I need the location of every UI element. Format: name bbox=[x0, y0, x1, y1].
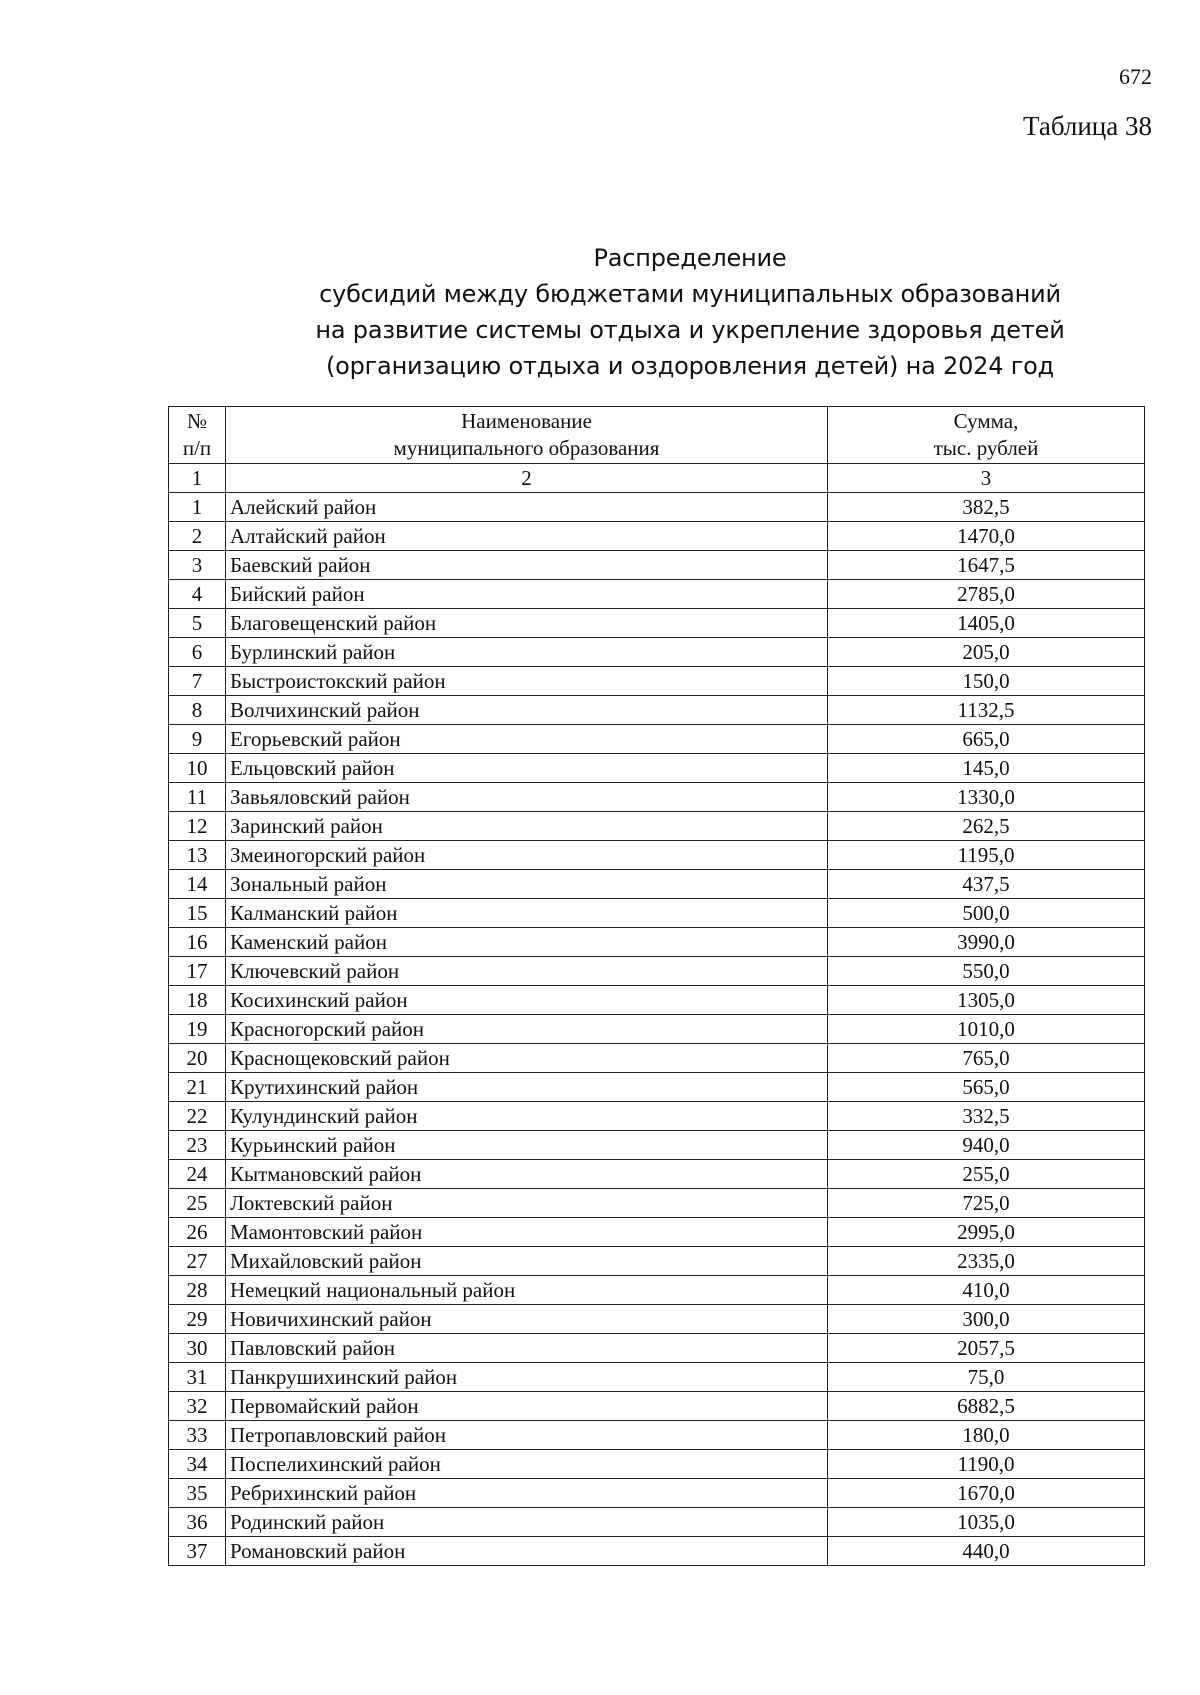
municipality-name-cell: Баевский район bbox=[226, 551, 828, 580]
amount-cell: 382,5 bbox=[828, 493, 1145, 522]
document-title bbox=[160, 240, 1200, 384]
table-body bbox=[169, 407, 1145, 1566]
amount-cell: 440,0 bbox=[828, 1537, 1145, 1566]
municipality-name-cell: Кулундинский район bbox=[226, 1102, 828, 1131]
municipality-name-cell: Новичихинский район bbox=[226, 1305, 828, 1334]
table-row bbox=[169, 1479, 1145, 1508]
table-row bbox=[169, 1015, 1145, 1044]
page-number: 672 bbox=[1119, 64, 1152, 89]
table-row bbox=[169, 696, 1145, 725]
table-header-row bbox=[169, 407, 1145, 464]
amount-cell: 1670,0 bbox=[828, 1479, 1145, 1508]
municipality-name-cell: Панкрушихинский район bbox=[226, 1363, 828, 1392]
column-index-cell: 2 bbox=[226, 464, 828, 493]
row-number-cell: 37 bbox=[169, 1537, 226, 1566]
municipality-name-cell: Немецкий национальный район bbox=[226, 1276, 828, 1305]
municipality-name-cell: Егорьевский район bbox=[226, 725, 828, 754]
amount-cell: 1195,0 bbox=[828, 841, 1145, 870]
amount-cell: 2335,0 bbox=[828, 1247, 1145, 1276]
amount-cell: 1035,0 bbox=[828, 1508, 1145, 1537]
row-number-cell: 25 bbox=[169, 1189, 226, 1218]
amount-cell: 205,0 bbox=[828, 638, 1145, 667]
municipality-name-cell: Завьяловский район bbox=[226, 783, 828, 812]
amount-cell: 1132,5 bbox=[828, 696, 1145, 725]
amount-cell: 1470,0 bbox=[828, 522, 1145, 551]
row-number-cell: 26 bbox=[169, 1218, 226, 1247]
municipality-name-cell: Калманский район bbox=[226, 899, 828, 928]
municipality-name-cell: Павловский район bbox=[226, 1334, 828, 1363]
table-row bbox=[169, 1131, 1145, 1160]
amount-cell: 180,0 bbox=[828, 1421, 1145, 1450]
amount-cell: 300,0 bbox=[828, 1305, 1145, 1334]
amount-cell: 437,5 bbox=[828, 870, 1145, 899]
row-number-cell: 30 bbox=[169, 1334, 226, 1363]
title-line: субсидий между бюджетами муниципальных образований bbox=[319, 280, 1061, 308]
table-row bbox=[169, 783, 1145, 812]
amount-cell: 940,0 bbox=[828, 1131, 1145, 1160]
column-index-cell: 3 bbox=[828, 464, 1145, 493]
title-line: Распределение bbox=[593, 244, 787, 272]
row-number-cell: 18 bbox=[169, 986, 226, 1015]
header-sum bbox=[828, 407, 1145, 464]
amount-cell: 565,0 bbox=[828, 1073, 1145, 1102]
row-number-cell: 17 bbox=[169, 957, 226, 986]
row-number-cell: 1 bbox=[169, 493, 226, 522]
municipality-name-cell: Локтевский район bbox=[226, 1189, 828, 1218]
table-row bbox=[169, 957, 1145, 986]
row-number-cell: 36 bbox=[169, 1508, 226, 1537]
column-index-cell: 1 bbox=[169, 464, 226, 493]
table-row bbox=[169, 667, 1145, 696]
table-row bbox=[169, 1247, 1145, 1276]
amount-cell: 3990,0 bbox=[828, 928, 1145, 957]
table-row bbox=[169, 928, 1145, 957]
table-row bbox=[169, 1305, 1145, 1334]
row-number-cell: 23 bbox=[169, 1131, 226, 1160]
amount-cell: 2057,5 bbox=[828, 1334, 1145, 1363]
row-number-cell: 31 bbox=[169, 1363, 226, 1392]
municipality-name-cell: Зональный район bbox=[226, 870, 828, 899]
table-row bbox=[169, 1421, 1145, 1450]
table-row bbox=[169, 1334, 1145, 1363]
municipality-name-cell: Первомайский район bbox=[226, 1392, 828, 1421]
table-row bbox=[169, 1189, 1145, 1218]
table-row bbox=[169, 870, 1145, 899]
header-name bbox=[226, 407, 828, 464]
row-number-cell: 19 bbox=[169, 1015, 226, 1044]
municipality-name-cell: Волчихинский район bbox=[226, 696, 828, 725]
table-row bbox=[169, 580, 1145, 609]
municipality-name-cell: Ельцовский район bbox=[226, 754, 828, 783]
table-row bbox=[169, 1363, 1145, 1392]
header-sum-line: тыс. рублей bbox=[933, 436, 1039, 460]
table-row bbox=[169, 638, 1145, 667]
header-name-line: муниципального образования bbox=[393, 436, 660, 460]
row-number-cell: 6 bbox=[169, 638, 226, 667]
table-row bbox=[169, 1102, 1145, 1131]
municipality-name-cell: Бурлинский район bbox=[226, 638, 828, 667]
amount-cell: 765,0 bbox=[828, 1044, 1145, 1073]
amount-cell: 1647,5 bbox=[828, 551, 1145, 580]
municipality-name-cell: Каменский район bbox=[226, 928, 828, 957]
table-row bbox=[169, 522, 1145, 551]
row-number-cell: 20 bbox=[169, 1044, 226, 1073]
header-num bbox=[169, 407, 226, 464]
table-label: Таблица 38 bbox=[1023, 111, 1152, 141]
table-row bbox=[169, 1392, 1145, 1421]
row-number-cell: 33 bbox=[169, 1421, 226, 1450]
row-number-cell: 22 bbox=[169, 1102, 226, 1131]
amount-cell: 725,0 bbox=[828, 1189, 1145, 1218]
municipality-name-cell: Быстроистокский район bbox=[226, 667, 828, 696]
municipality-name-cell: Заринский район bbox=[226, 812, 828, 841]
municipality-name-cell: Ключевский район bbox=[226, 957, 828, 986]
row-number-cell: 9 bbox=[169, 725, 226, 754]
table-row bbox=[169, 1537, 1145, 1566]
table-row bbox=[169, 1160, 1145, 1189]
table-row bbox=[169, 551, 1145, 580]
amount-cell: 1330,0 bbox=[828, 783, 1145, 812]
amount-cell: 2785,0 bbox=[828, 580, 1145, 609]
amount-cell: 145,0 bbox=[828, 754, 1145, 783]
municipality-name-cell: Романовский район bbox=[226, 1537, 828, 1566]
row-number-cell: 4 bbox=[169, 580, 226, 609]
title-line: на развитие системы отдыха и укрепление здоровья детей bbox=[315, 316, 1065, 344]
municipality-name-cell: Алейский район bbox=[226, 493, 828, 522]
table-row bbox=[169, 841, 1145, 870]
row-number-cell: 8 bbox=[169, 696, 226, 725]
municipality-name-cell: Благовещенский район bbox=[226, 609, 828, 638]
municipality-name-cell: Мамонтовский район bbox=[226, 1218, 828, 1247]
amount-cell: 410,0 bbox=[828, 1276, 1145, 1305]
row-number-cell: 12 bbox=[169, 812, 226, 841]
header-sum-line: Сумма, bbox=[953, 409, 1019, 433]
amount-cell: 1010,0 bbox=[828, 1015, 1145, 1044]
row-number-cell: 5 bbox=[169, 609, 226, 638]
amount-cell: 2995,0 bbox=[828, 1218, 1145, 1247]
row-number-cell: 7 bbox=[169, 667, 226, 696]
table-row bbox=[169, 1508, 1145, 1537]
table-row bbox=[169, 493, 1145, 522]
municipality-name-cell: Красногорский район bbox=[226, 1015, 828, 1044]
header-num-line: № bbox=[186, 409, 208, 433]
municipality-name-cell: Поспелихинский район bbox=[226, 1450, 828, 1479]
amount-cell: 255,0 bbox=[828, 1160, 1145, 1189]
amount-cell: 332,5 bbox=[828, 1102, 1145, 1131]
header-num-line: п/п bbox=[182, 436, 212, 460]
row-number-cell: 29 bbox=[169, 1305, 226, 1334]
row-number-cell: 10 bbox=[169, 754, 226, 783]
table-row bbox=[169, 1044, 1145, 1073]
amount-cell: 1305,0 bbox=[828, 986, 1145, 1015]
table-row bbox=[169, 754, 1145, 783]
municipality-name-cell: Курьинский район bbox=[226, 1131, 828, 1160]
amount-cell: 1190,0 bbox=[828, 1450, 1145, 1479]
amount-cell: 550,0 bbox=[828, 957, 1145, 986]
row-number-cell: 11 bbox=[169, 783, 226, 812]
amount-cell: 665,0 bbox=[828, 725, 1145, 754]
row-number-cell: 15 bbox=[169, 899, 226, 928]
row-number-cell: 13 bbox=[169, 841, 226, 870]
amount-cell: 150,0 bbox=[828, 667, 1145, 696]
municipality-name-cell: Родинский район bbox=[226, 1508, 828, 1537]
municipality-name-cell: Алтайский район bbox=[226, 522, 828, 551]
municipality-name-cell: Краснощековский район bbox=[226, 1044, 828, 1073]
header-name-line: Наименование bbox=[461, 409, 592, 433]
table-row bbox=[169, 1218, 1145, 1247]
table-row bbox=[169, 1450, 1145, 1479]
row-number-cell: 35 bbox=[169, 1479, 226, 1508]
municipality-name-cell: Крутихинский район bbox=[226, 1073, 828, 1102]
row-number-cell: 32 bbox=[169, 1392, 226, 1421]
row-number-cell: 16 bbox=[169, 928, 226, 957]
municipality-name-cell: Бийский район bbox=[226, 580, 828, 609]
table-row bbox=[169, 609, 1145, 638]
row-number-cell: 21 bbox=[169, 1073, 226, 1102]
table-row bbox=[169, 812, 1145, 841]
table-row bbox=[169, 1276, 1145, 1305]
amount-cell: 500,0 bbox=[828, 899, 1145, 928]
column-index-row bbox=[169, 464, 1145, 493]
municipality-name-cell: Кытмановский район bbox=[226, 1160, 828, 1189]
row-number-cell: 24 bbox=[169, 1160, 226, 1189]
row-number-cell: 34 bbox=[169, 1450, 226, 1479]
municipality-name-cell: Ребрихинский район bbox=[226, 1479, 828, 1508]
amount-cell: 1405,0 bbox=[828, 609, 1145, 638]
table-row bbox=[169, 899, 1145, 928]
amount-cell: 262,5 bbox=[828, 812, 1145, 841]
amount-cell: 6882,5 bbox=[828, 1392, 1145, 1421]
table-row bbox=[169, 1073, 1145, 1102]
title-line: (организацию отдыха и оздоровления детей) на 2024 год bbox=[325, 352, 1055, 380]
amount-cell: 75,0 bbox=[828, 1363, 1145, 1392]
municipality-name-cell: Михайловский район bbox=[226, 1247, 828, 1276]
row-number-cell: 14 bbox=[169, 870, 226, 899]
row-number-cell: 3 bbox=[169, 551, 226, 580]
table-row bbox=[169, 725, 1145, 754]
row-number-cell: 27 bbox=[169, 1247, 226, 1276]
municipality-name-cell: Змеиногорский район bbox=[226, 841, 828, 870]
row-number-cell: 28 bbox=[169, 1276, 226, 1305]
municipality-name-cell: Петропавловский район bbox=[226, 1421, 828, 1450]
subsidy-table bbox=[168, 406, 1145, 1566]
municipality-name-cell: Косихинский район bbox=[226, 986, 828, 1015]
row-number-cell: 2 bbox=[169, 522, 226, 551]
table-row bbox=[169, 986, 1145, 1015]
